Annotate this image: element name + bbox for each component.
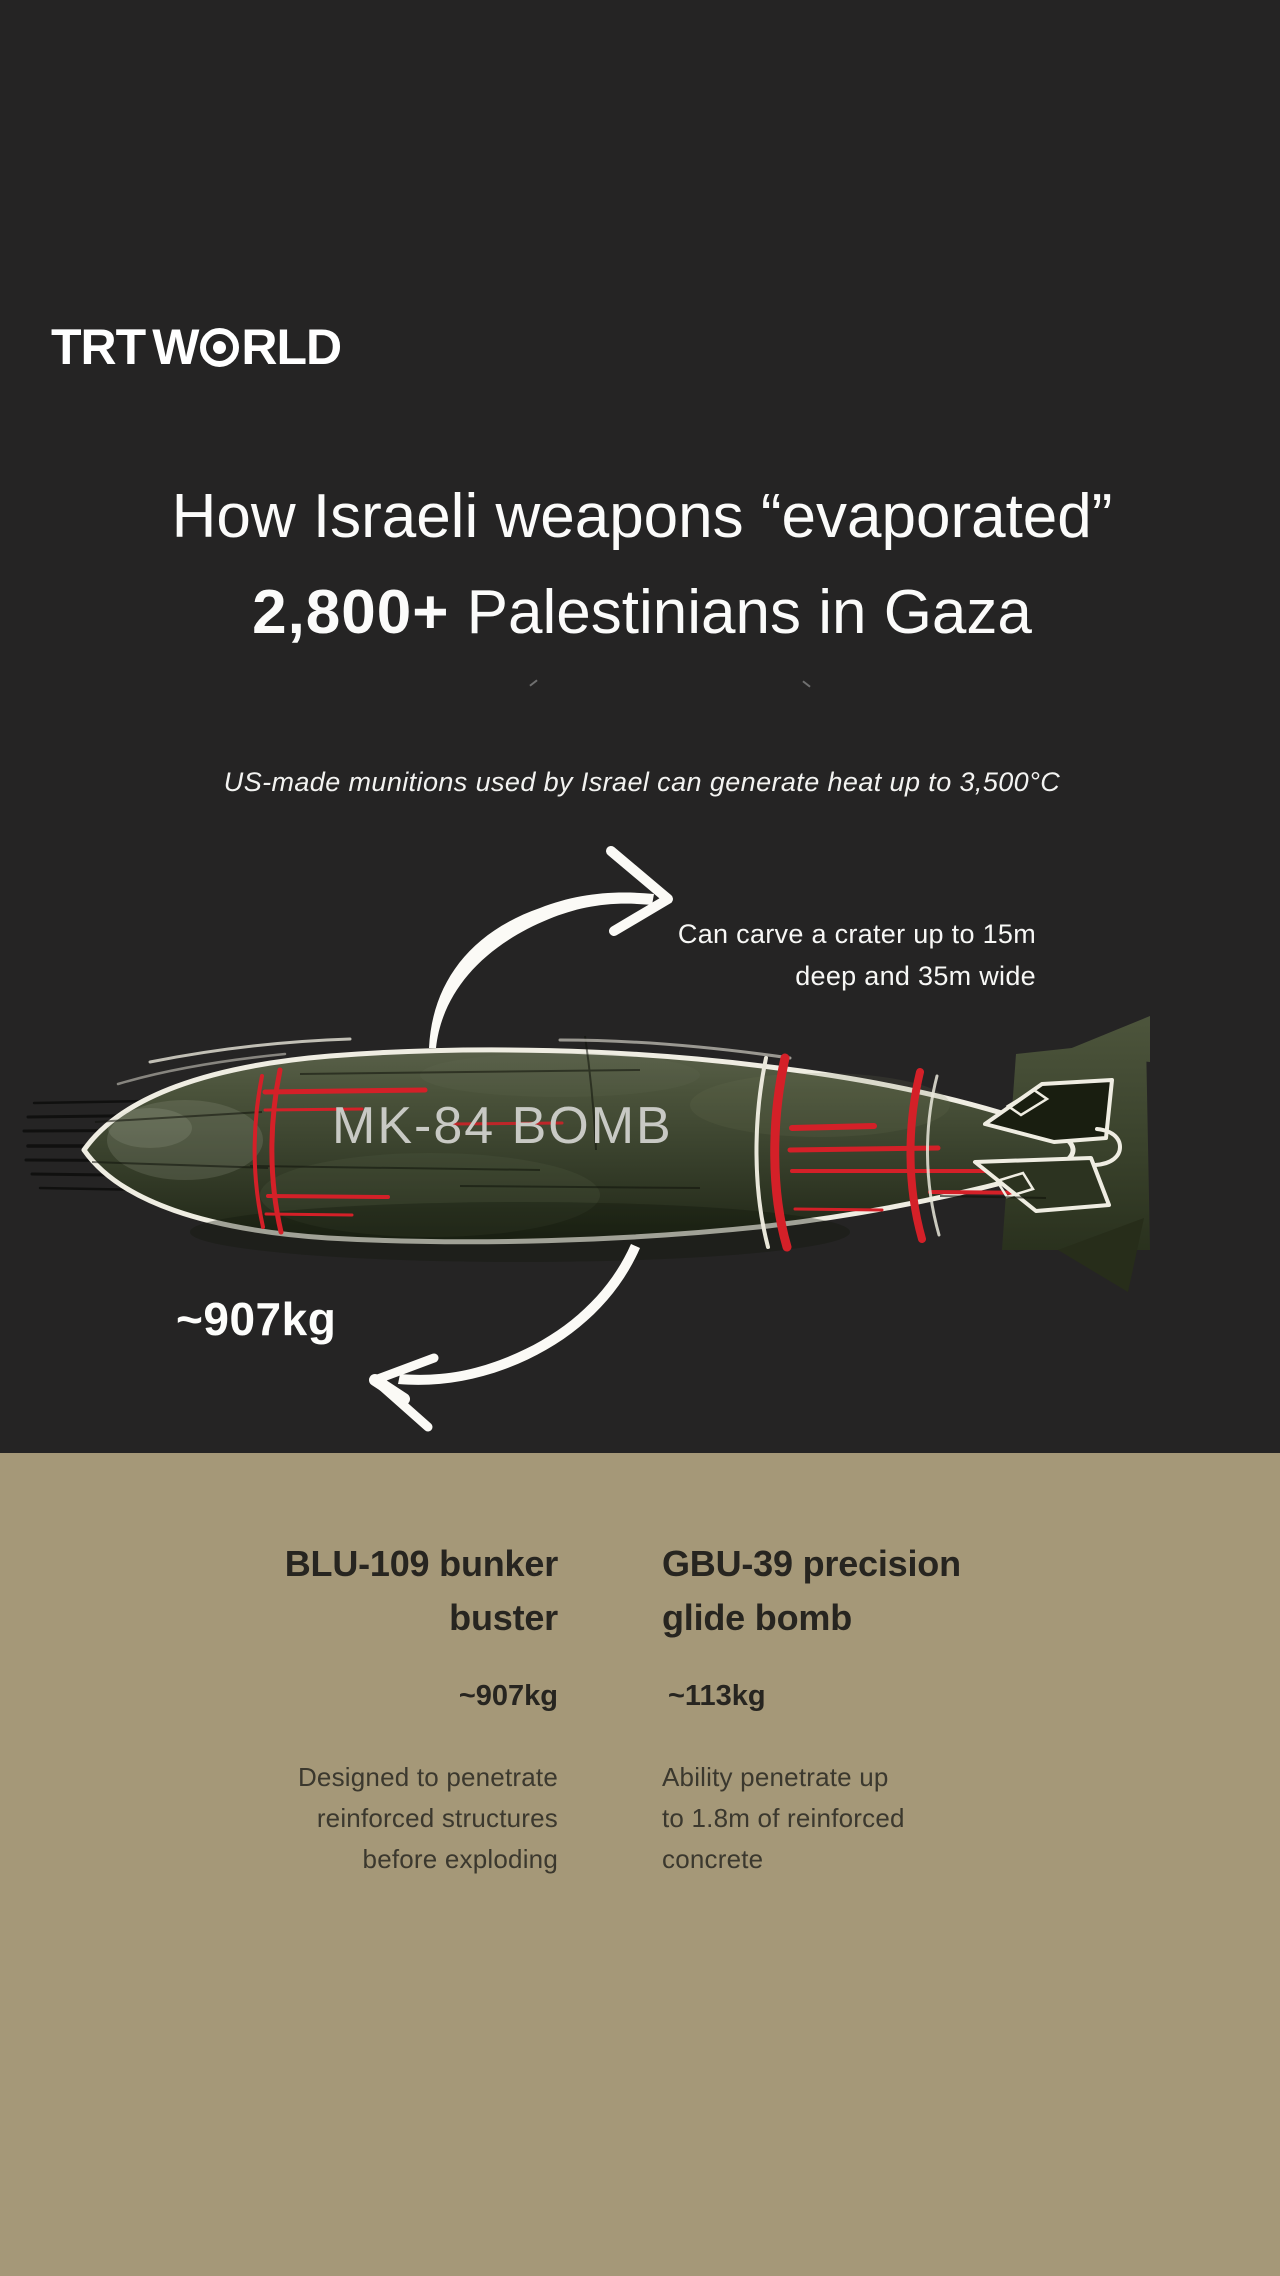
subtitle: US-made munitions used by Israel can generate heat up to 3,500°C <box>223 767 1061 797</box>
gbu39-name-line2: glide bomb <box>662 1597 852 1638</box>
crater-annotation <box>678 913 1036 997</box>
headline-line1: How Israeli weapons “evaporated” <box>171 482 1113 551</box>
blu109-name <box>78 1537 558 1645</box>
logo-world-rld: RLD <box>241 319 342 375</box>
blu109-desc-line2: reinforced structures <box>316 1803 558 1833</box>
gbu39-weight: ~113kg <box>668 1680 766 1712</box>
gbu39-column <box>662 1453 1142 2276</box>
blu109-name-line2: buster <box>449 1597 558 1638</box>
headline-line2-rest: Palestinians in Gaza <box>449 578 1032 647</box>
gbu39-desc-line1: Ability penetrate up <box>662 1762 889 1792</box>
blu109-description <box>78 1757 558 1880</box>
mk84-label: MK-84 BOMB <box>332 1097 673 1155</box>
logo-trt-text: TRT <box>51 319 146 375</box>
gbu39-name-line1: GBU-39 precision <box>662 1543 961 1584</box>
blu109-column <box>78 1453 558 2276</box>
crater-annotation-line1: Can carve a crater up to 15m <box>677 919 1036 949</box>
crater-annotation-line2: deep and 35m wide <box>795 961 1036 991</box>
headline-casualty-count: 2,800+ <box>252 578 450 647</box>
comparison-section <box>0 1453 1280 2276</box>
gbu39-desc-line2: to 1.8m of reinforced <box>662 1803 905 1833</box>
mk84-weight: ~907kg <box>176 1293 337 1345</box>
gbu39-name <box>662 1537 1142 1645</box>
blu109-name-line1: BLU-109 bunker <box>284 1543 558 1584</box>
blu109-desc-line3: before exploding <box>362 1844 558 1874</box>
logo-world-w: W <box>152 319 199 375</box>
blu109-desc-line1: Designed to penetrate <box>297 1762 558 1792</box>
gbu39-description <box>662 1757 1142 1880</box>
down-arrow <box>375 1244 640 1427</box>
gbu39-desc-line3: concrete <box>662 1844 764 1874</box>
up-arrow <box>429 851 668 1048</box>
blu109-weight: ~907kg <box>458 1680 558 1712</box>
